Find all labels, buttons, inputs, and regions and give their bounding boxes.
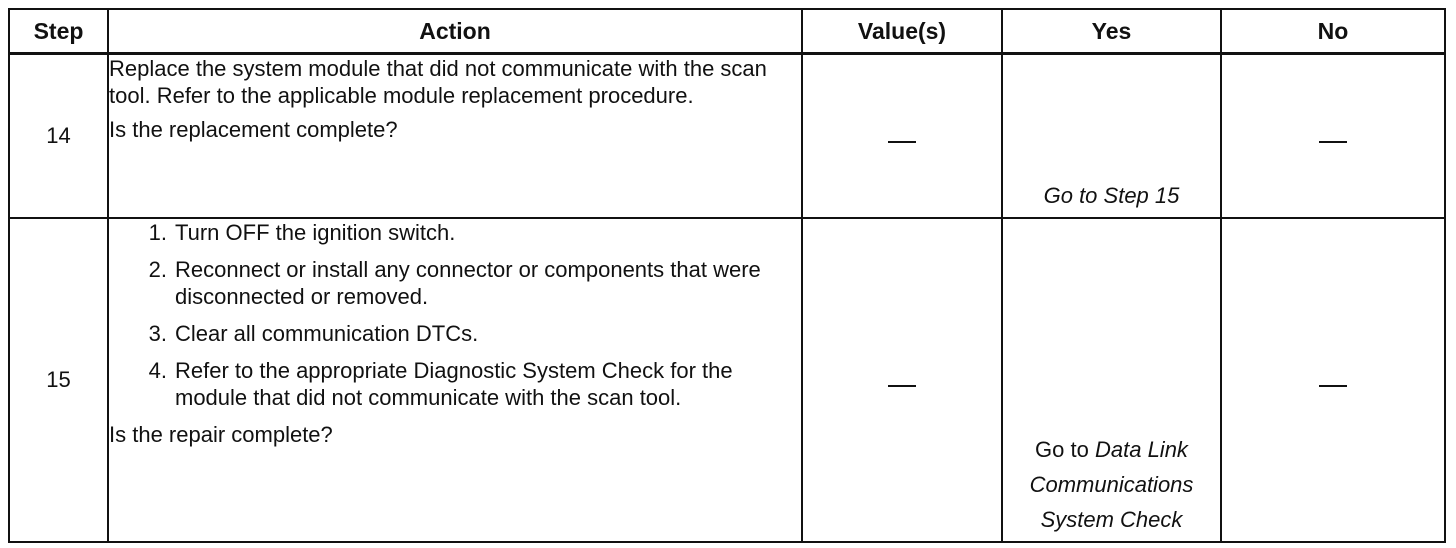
- action-question: Is the replacement complete?: [109, 117, 398, 142]
- list-item: [109, 256, 801, 310]
- yes-cell: [1002, 54, 1221, 218]
- values-cell: [802, 218, 1002, 542]
- values-dash: [888, 385, 916, 387]
- yes-go-to-prefix: Go to: [1035, 436, 1089, 462]
- header-step: Step: [9, 9, 108, 54]
- yes-link-data-link[interactable]: Data Link: [1094, 436, 1188, 462]
- step-number: 15: [9, 218, 108, 542]
- diagnostic-table-sheet: [8, 8, 1446, 543]
- list-item-number: 3.: [148, 320, 167, 346]
- list-item-number: 4.: [148, 357, 167, 383]
- list-item: [109, 320, 801, 347]
- yes-go-to-step[interactable]: Go to Step 15: [1043, 182, 1180, 208]
- header-action: Action: [108, 9, 802, 54]
- values-cell: [802, 54, 1002, 218]
- table-row-step-15: [9, 218, 1445, 542]
- yes-link-communications[interactable]: Communications: [1029, 471, 1194, 497]
- list-item-text: Clear all communication DTCs.: [175, 320, 479, 346]
- list-item-text: Refer to the appropriate Diagnostic System Check for the module that did not communicate with the scan tool.: [175, 357, 733, 410]
- no-dash: [1319, 385, 1347, 387]
- list-item: [109, 357, 801, 411]
- header-values: Value(s): [802, 9, 1002, 54]
- action-question: Is the repair complete?: [109, 421, 333, 447]
- step-number: 14: [9, 54, 108, 218]
- list-item-number: 2.: [148, 256, 167, 282]
- list-item: [109, 219, 801, 246]
- header-no: No: [1221, 9, 1445, 54]
- yes-reference[interactable]: [1003, 432, 1220, 537]
- table-header-row: [9, 9, 1445, 54]
- no-dash: [1319, 141, 1347, 143]
- table-row-step-14: [9, 54, 1445, 218]
- action-steps-list: [109, 219, 801, 411]
- action-text: Replace the system module that did not communicate with the scan tool. Refer to the applicable module replacement procedure.: [109, 56, 767, 108]
- values-dash: [888, 141, 916, 143]
- action-cell: [108, 54, 802, 218]
- header-yes: Yes: [1002, 9, 1221, 54]
- yes-link-system-check[interactable]: System Check: [1040, 506, 1183, 532]
- yes-cell: [1002, 218, 1221, 542]
- no-cell: [1221, 218, 1445, 542]
- list-item-number: 1.: [148, 219, 167, 245]
- no-cell: [1221, 54, 1445, 218]
- list-item-text: Reconnect or install any connector or components that were disconnected or removed.: [175, 256, 761, 309]
- action-cell: [108, 218, 802, 542]
- diagnostic-table: [8, 8, 1446, 543]
- list-item-text: Turn OFF the ignition switch.: [175, 219, 456, 245]
